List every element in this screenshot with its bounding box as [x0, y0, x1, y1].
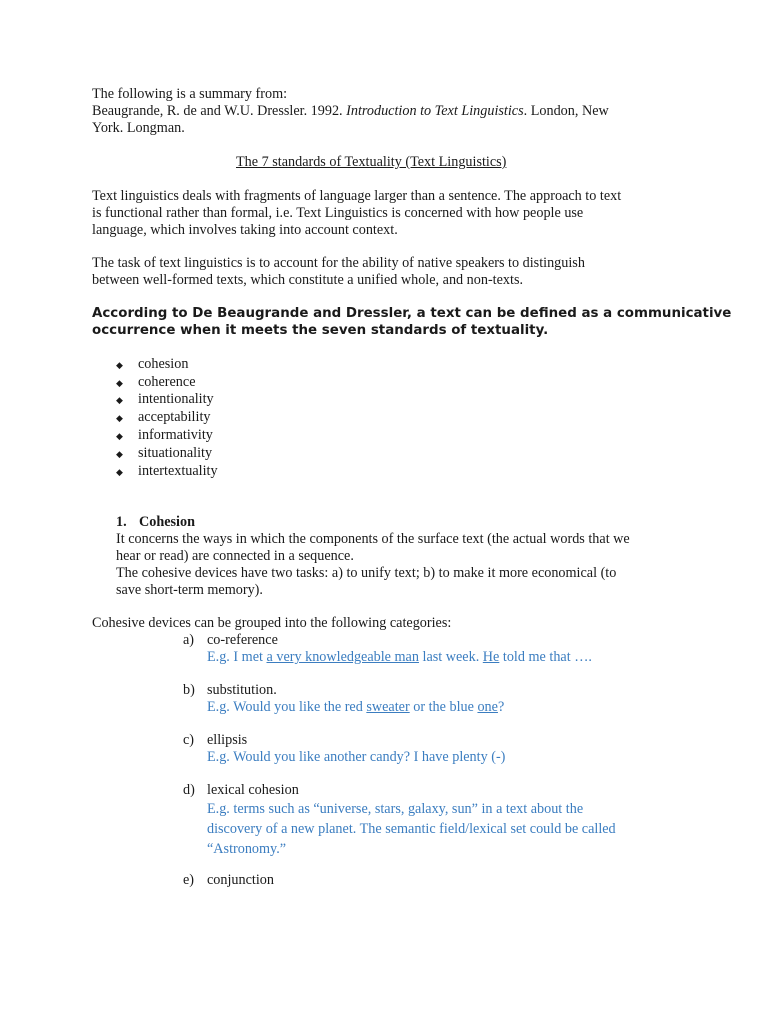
document-page: The following is a summary from: Beaugrande, R. de and W.U. Dressler. 1992. Introduction to Text Linguistics. London, New York. Longman. The 7 standards of Textuality (Text Linguistics) Text linguistics deals with fragments of language larger than a sentence. The approach to text is functional rather than formal, i.e. Text Linguistics is concerned with how people use language, which involves taking into account context. The task of text linguistics is to account for the ability of native speakers to distinguish between well-formed texts, which constitute a unified whole, and non-texts. According to De Beaugrande and Dressler, a text can be defined as a communicative occurrence when it meets the seven standards of textuality. ◆ cohesion ◆ coherence ◆ intentionality ◆ acceptability ◆ informativity ◆ situationality ◆ intertextuality 1. Cohesion It concerns the ways in which the components of the surface text (the actual words that we hear or read) are connected in a sequence. The cohesive devices have two tasks: a) to unify text; b) to make it more economical (to save short-term memory). Cohesive devices can be grouped into the following categories: a) co-reference E.g. I met a very knowledgeable man last week. He told me that …. b) substitution. E.g. Would you like the red sweater or the blue one? c) ellipsis E.g. Would you like another candy? I have plenty (-) d) lexical cohesion E.g. terms such as “universe, stars, galaxy, sun” in a text about the discovery of a new planet. The semantic field/lexical set could be called “Astronomy.” e) conjunction	[92, 86, 732, 888]
diamond-bullet-icon: ◆	[116, 467, 123, 477]
example-text: E.g. terms such as “universe, stars, galaxy, sun” in a text about the discovery of a new planet. The semantic field/lexical set could be called “Astronomy.”	[207, 801, 616, 857]
categories-intro: Cohesive devices can be grouped into the following categories:	[92, 615, 452, 631]
example-text: E.g. Would you like another candy? I have plenty (-)	[207, 749, 506, 765]
example-text: E.g. I met a very knowledgeable man last week. He told me that ….	[207, 649, 592, 665]
paragraph-intro: Text linguistics deals with fragments of language larger than a sentence. The approach to text is functional rather than formal, i.e. Text Linguistics is concerned with how people use language, which involves taking into account context.	[92, 188, 622, 238]
book-title: Introduction to Text Linguistics	[346, 103, 524, 119]
citation	[92, 86, 609, 137]
diamond-bullet-icon: ◆	[116, 413, 123, 423]
paragraph-task: The task of text linguistics is to account for the ability of native speakers to distinguish between well-formed texts, which constitute a unified whole, and non-texts.	[92, 255, 585, 288]
diamond-bullet-icon: ◆	[116, 360, 123, 370]
citation-reference: Beaugrande, R. de and W.U. Dressler. 1992. Introduction to Text Linguistics. London, New	[92, 103, 609, 119]
citation-publisher: York. Longman.	[92, 120, 185, 136]
citation-intro: The following is a summary from:	[92, 86, 288, 102]
section-body: It concerns the ways in which the components of the surface text (the actual words that we hear or read) are connected in a sequence. The cohesive devices have two tasks: a) to unify text; b) to make it more economical (to save short-term memory).	[116, 531, 630, 598]
document-title: The 7 standards of Textuality (Text Linguistics)	[236, 154, 507, 170]
diamond-bullet-icon: ◆	[116, 395, 123, 405]
diamond-bullet-icon: ◆	[116, 378, 123, 388]
definition-paragraph: According to De Beaugrande and Dressler, a text can be defined as a communicative occurrence when it meets the seven standards of textuality.	[92, 306, 732, 338]
section-heading: Cohesion	[139, 514, 195, 530]
section-number: 1.	[116, 514, 127, 530]
diamond-bullet-icon: ◆	[116, 449, 123, 459]
diamond-bullet-icon: ◆	[116, 431, 123, 441]
example-text: E.g. Would you like the red sweater or the blue one?	[207, 699, 505, 715]
